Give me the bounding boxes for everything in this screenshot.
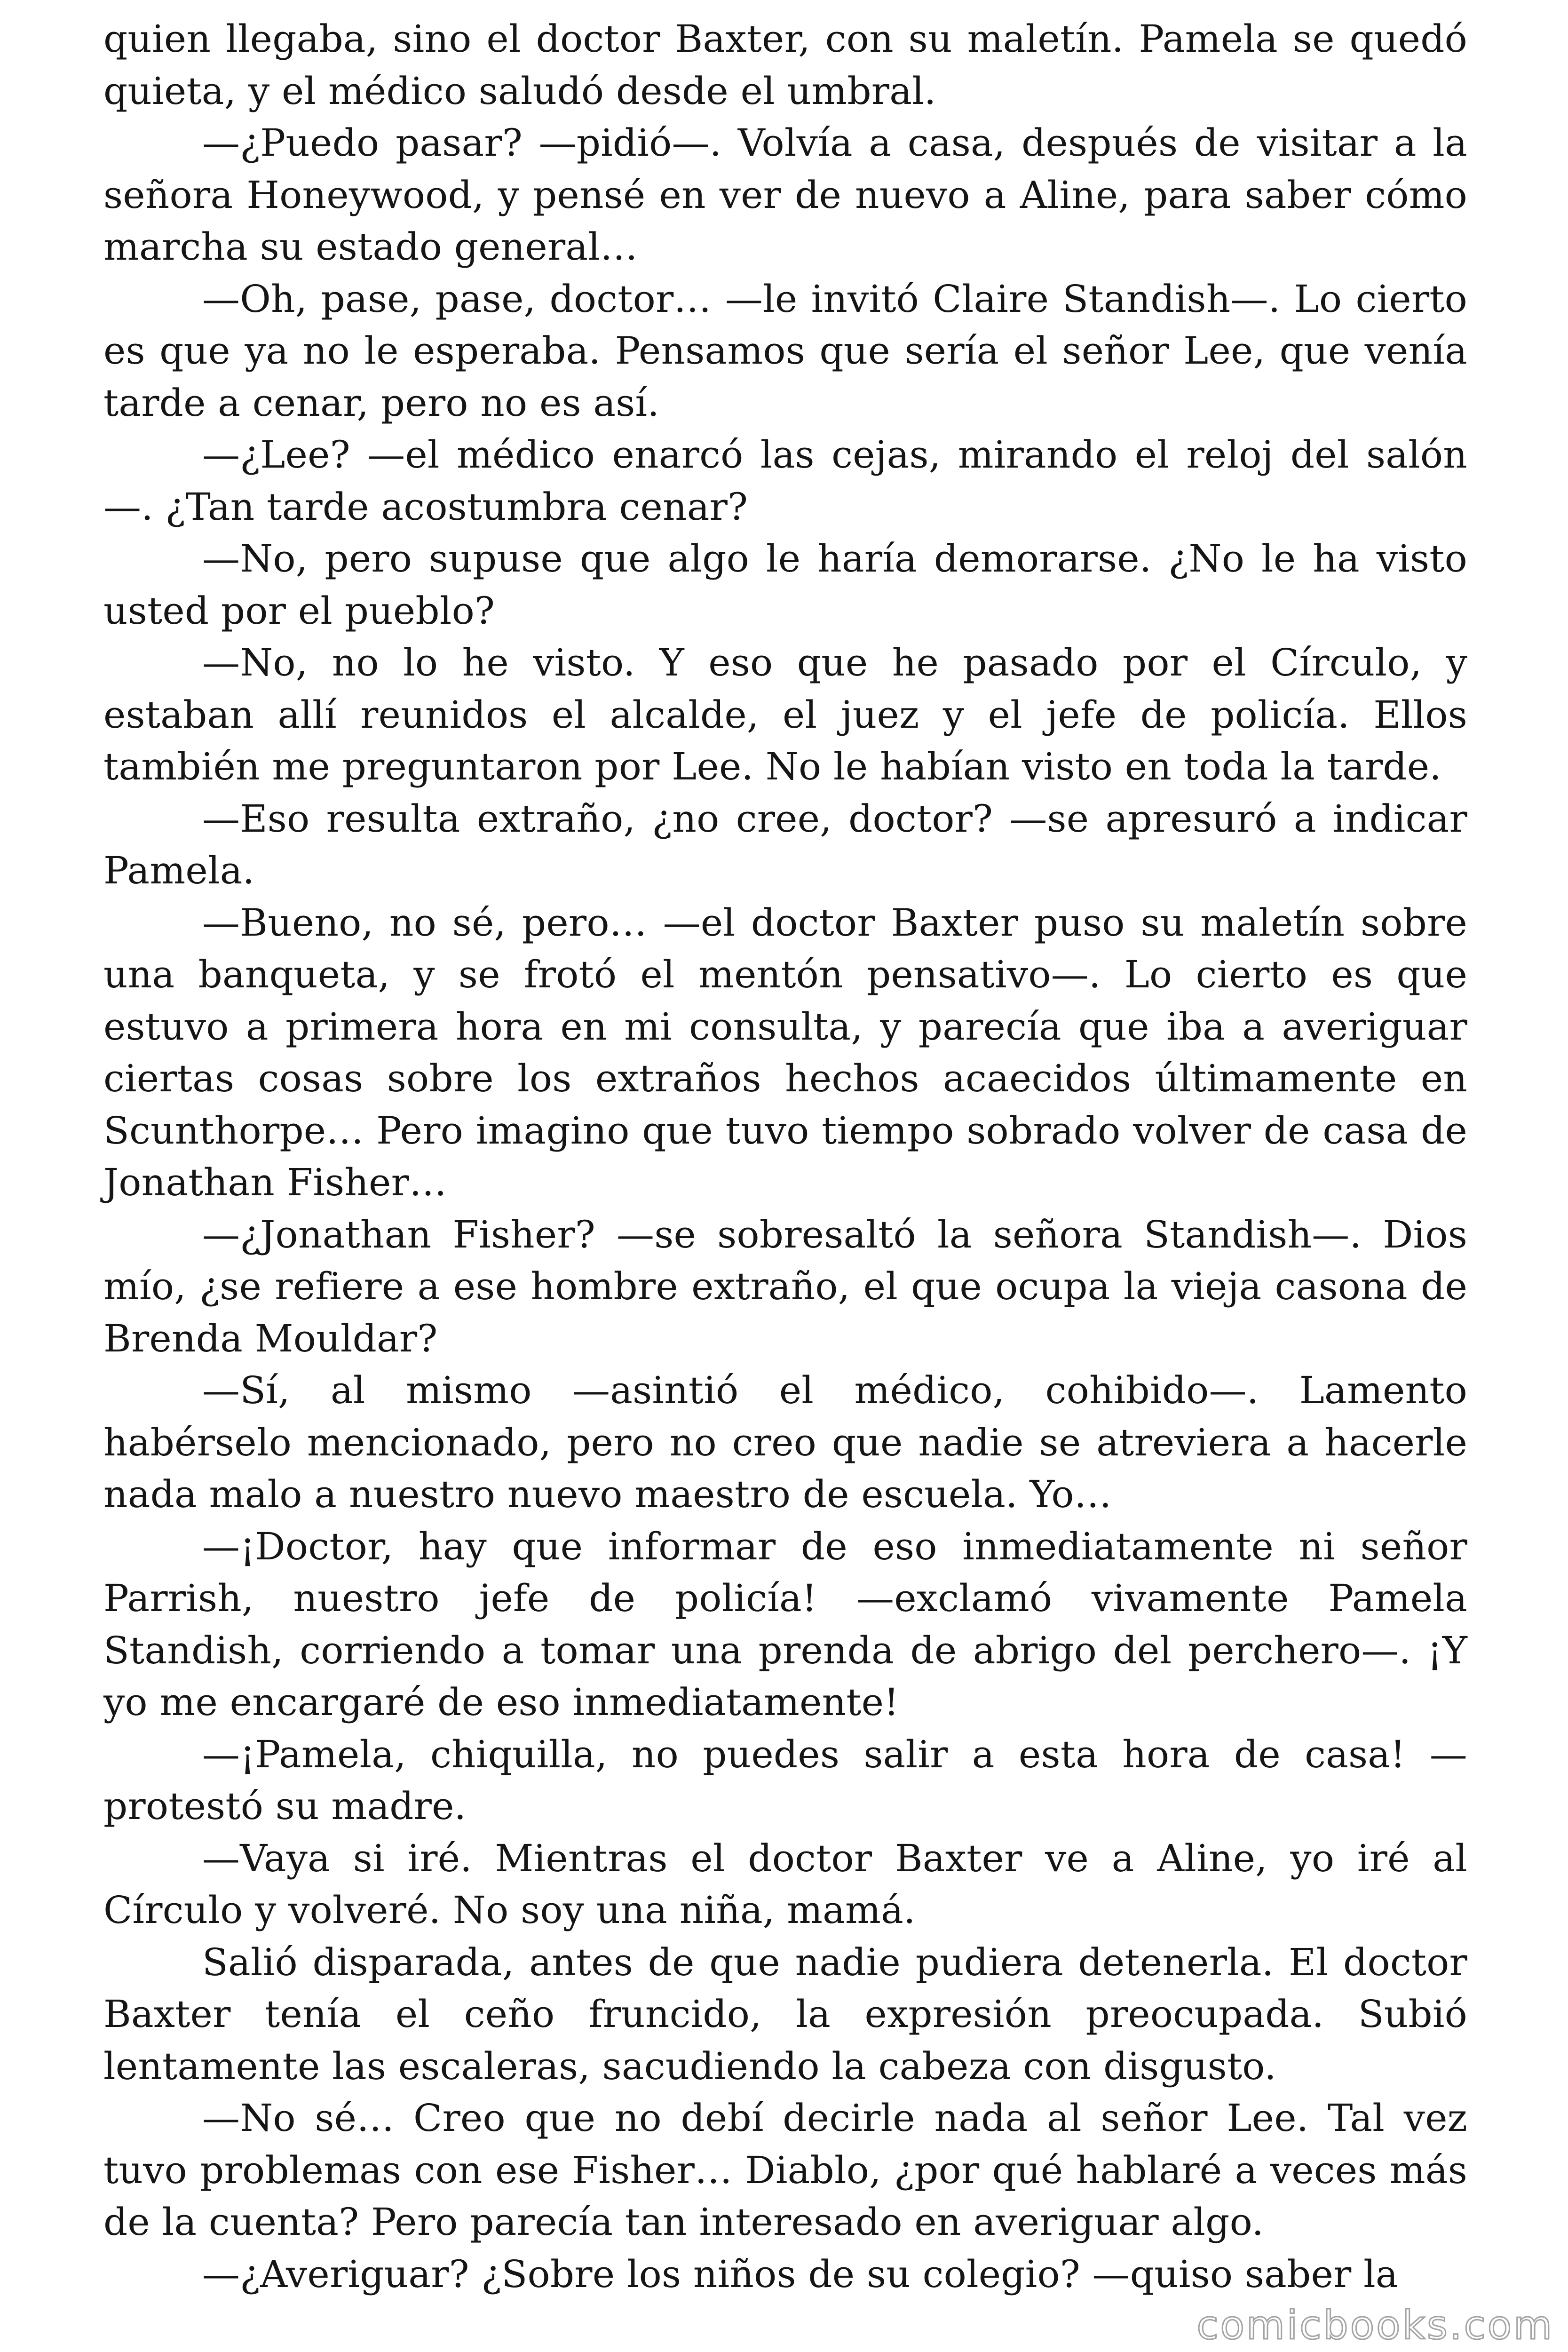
paragraph-11: —¡Doctor, hay que informar de eso inmediatamente ni señor Parrish, nuestro jefe de policía! —exclamó vivamente Pamela Standish, corriendo a tomar una prenda de abrigo del perchero—. ¡Y yo me encargaré de eso inmediatamente!	[103, 1524, 1467, 1724]
paragraph-7: —Eso resulta extraño, ¿no cree, doctor? —se apresuró a indicar Pamela.	[103, 796, 1467, 892]
paragraph-16: —¿Averiguar? ¿Sobre los niños de su colegio? —quiso saber la	[202, 2252, 1398, 2296]
paragraph-4: —¿Lee? —el médico enarcó las cejas, mirando el reloj del salón —. ¿Tan tarde acostumbra cenar?	[103, 433, 1467, 529]
paragraph-15: —No sé… Creo que no debí decirle nada al señor Lee. Tal vez tuvo problemas con ese Fisher… Diablo, ¿por qué hablaré a veces más de la cuenta? Pero parecía tan interesado en averiguar algo.	[103, 2096, 1467, 2244]
paragraph-5: —No, pero supuse que algo le haría demorarse. ¿No le ha visto usted por el pueblo?	[103, 537, 1467, 633]
paragraph-8: —Bueno, no sé, pero… —el doctor Baxter puso su maletín sobre una banqueta, y se frotó el mentón pensativo—. Lo cierto es que estuvo a primera hora en mi consulta, y parecía que iba a averiguar ciertas cosas sobre los extraños hechos acaecidos últimamente en Scunthorpe… Pero imagino que tuvo tiempo sobrado volver de casa de Jonathan Fisher…	[103, 900, 1467, 1204]
paragraph-1: quien llegaba, sino el doctor Baxter, con su maletín. Pamela se quedó quieta, y el médico saludó desde el umbral.	[103, 17, 1467, 113]
paragraph-13: —Vaya si iré. Mientras el doctor Baxter ve a Aline, yo iré al Círculo y volveré. No soy una niña, mamá.	[103, 1836, 1467, 1932]
paragraph-6: —No, no lo he visto. Y eso que he pasado por el Círculo, y estaban allí reunidos el alcalde, el juez y el jefe de policía. Ellos también me preguntaron por Lee. No le habían visto en toda la tarde.	[103, 641, 1467, 788]
paragraph-2: —¿Puedo pasar? —pidió—. Volvía a casa, después de visitar a la señora Honeywood, y pensé en ver de nuevo a Aline, para saber cómo marcha su estado general…	[103, 121, 1467, 269]
paragraph-10: —Sí, al mismo —asintió el médico, cohibido—. Lamento habérselo mencionado, pero no creo que nadie se atreviera a hacerle nada malo a nuestro nuevo maestro de escuela. Yo…	[103, 1368, 1467, 1516]
paragraph-12: —¡Pamela, chiquilla, no puedes salir a esta hora de casa! — protestó su madre.	[103, 1732, 1467, 1828]
book-page	[103, 13, 1467, 2300]
watermark-logo: comicbooks.com	[1196, 2302, 1554, 2348]
paragraph-3: —Oh, pase, pase, doctor… —le invitó Claire Standish—. Lo cierto es que ya no le esperaba. Pensamos que sería el señor Lee, que venía tarde a cenar, pero no es así.	[103, 277, 1467, 425]
paragraph-9: —¿Jonathan Fisher? —se sobresaltó la señora Standish—. Dios mío, ¿se refiere a ese hombre extraño, el que ocupa la vieja casona de Brenda Mouldar?	[103, 1212, 1467, 1360]
paragraph-14: Salió disparada, antes de que nadie pudiera detenerla. El doctor Baxter tenía el ceño fruncido, la expresión preocupada. Subió lentamente las escaleras, sacudiendo la cabeza con disgusto.	[103, 1940, 1467, 2088]
